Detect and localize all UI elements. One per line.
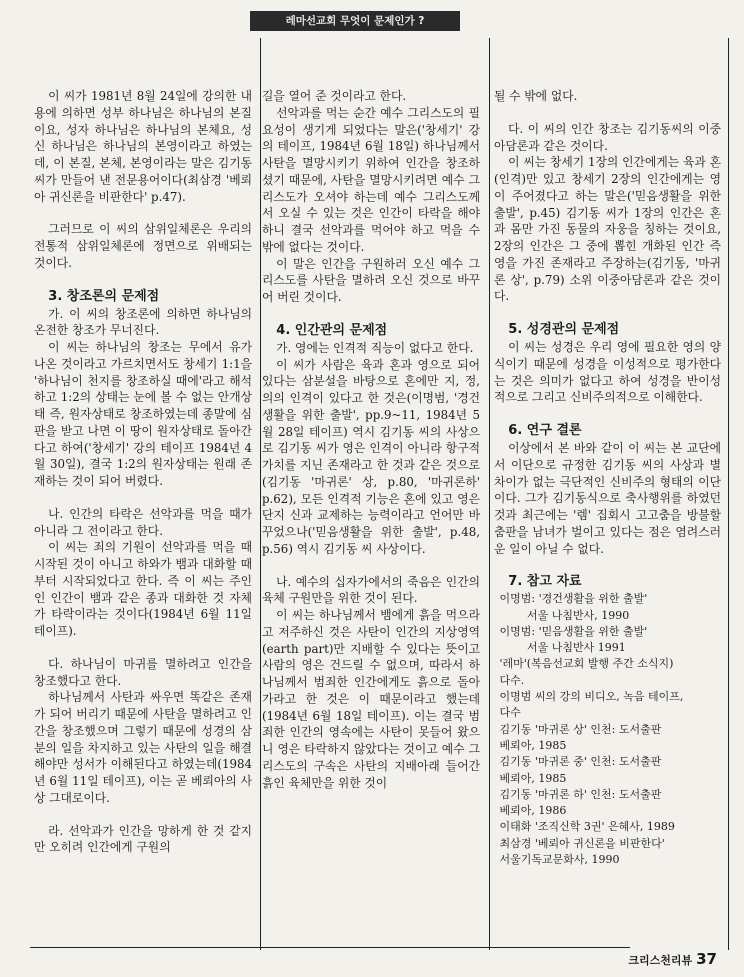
reference-line: '레마'(복음선교회 발행 주간 소식지) xyxy=(499,657,674,671)
paragraph: 이 씨는 하나님께서 뱀에게 흙을 먹으라고 저주하신 것은 사탄이 인간의 지상영역(earth part)만 지배할 수 있다는 뜻이고 사람의 영은 건드릴 수 없으며, 따라서 하나님께서 범죄한 인간에게도 흙으로 돌아가라고 한 것은 이 때문이라고 했는데(1984년 6월 18일 테이프). 이는 결국 범죄한 인간의 영속에는 사탄이 못들어 왔으니 영은 타락하지 않았다는 것이고 예수 그리스도의 구속은 사탄의 지배아래 들어간 흙인 육체만을 위한 것이 xyxy=(262,608,480,790)
subheading: 나. 인간의 타락은 선악과를 먹을 때가 아니라 그 전이라고 한다. xyxy=(34,506,252,538)
reference-line: 김기동 '마귀론 중' 인천: 도서출판 xyxy=(499,755,662,769)
magazine-name: 크리스천리뷰 xyxy=(628,954,693,967)
column-1 xyxy=(34,88,252,856)
paragraph: 이 씨는 성경은 우리 영에 필요한 영의 양식이기 때문에 성경을 이성적으로 평가한다는 것은 의미가 없다고 하여 성경을 반이성적으로 그리고 신비주의적으로 이해한다. xyxy=(494,340,721,405)
reference-line: 이명범 씨의 강의 비디오, 녹음 테이프, xyxy=(499,690,684,704)
page-footer xyxy=(628,950,717,968)
reference-line: 베뢰아, 1985 xyxy=(499,738,567,752)
column-rule-left xyxy=(260,38,261,950)
reference-line: 베뢰아, 1986 xyxy=(499,804,567,818)
paragraph: 될 수 밖에 없다. xyxy=(494,89,578,103)
reference-line: 이태화 '조직신학 3권' 은혜사, 1989 xyxy=(499,820,675,834)
paragraph: 이 씨가 사람은 육과 혼과 영으로 되어 있다는 삼분설을 바탕으로 혼에만 지, 정, 의의 인격이 있다고 한 것은(이명범, '경건생활을 위한 출발', pp.9~11, 1984년 5월 28일 테이프) 역시 김기동 씨의 사상으로 김기동 씨가 영은 인격이 아니라 항구적 가치를 지닌 존재라고 한 것과 같은 것으로(김기동 '마귀론' 상, p.80, '마귀론하' p.62), 모든 인격적 기능은 혼에 있고 영은 단지 신과 교제하는 능력이라고 언어만 바꾸었으나('믿음생활을 위한 출발', p.48, p.56) 역시 김기동 씨 사상이다. xyxy=(262,357,480,556)
reference-line: 이명범: '믿음생활을 위한 출발' xyxy=(499,624,648,638)
reference-line: 다수 xyxy=(499,706,521,720)
section-heading-references: 7. 참고 자료 xyxy=(508,574,582,590)
reference-line: 이명범: '경건생활을 위한 출발' xyxy=(499,592,648,606)
reference-line: 서울기독교문화사, 1990 xyxy=(499,853,620,866)
paragraph: 길을 열어 준 것이라고 한다. xyxy=(262,89,407,103)
page-number: 37 xyxy=(696,950,717,968)
column-2 xyxy=(262,88,480,791)
section-heading-conclusion: 6. 연구 결론 xyxy=(508,423,582,438)
reference-line: 서울 나침반사 1991 xyxy=(527,641,626,655)
column-3 xyxy=(494,88,721,868)
subheading: 가. 이 씨의 창조론에 의하면 하나님의 온전한 창조가 무너진다. xyxy=(34,306,252,338)
subheading: 가. 영에는 인격적 직능이 없다고 한다. xyxy=(276,340,474,355)
section-heading-scripture: 5. 성경관의 문제점 xyxy=(508,322,620,337)
subheading: 라. 선악과가 인간을 망하게 한 것 같지만 오히려 인간에게 구원의 xyxy=(34,823,252,855)
paragraph: 그러므로 이 씨의 삼위일체론은 우리의 전통적 삼위일체론에 정면으로 위배되는 것이다. xyxy=(34,222,252,270)
paragraph: 이상에서 본 바와 같이 이 씨는 본 교단에서 이단으로 규정한 김기동 씨의 사상과 별 차이가 없는 극단적인 신비주의 형태의 이단이다. 그가 김기동식으로 축사행위를 하였던 것과 최근에는 '렘' 집회시 고고춤을 방불할 춤판을 남녀가 벌이고 있다는 점은 염려스러운 일이 아닐 수 없다. xyxy=(494,441,721,556)
reference-line: 다수. xyxy=(499,673,525,687)
paragraph: 이 씨는 죄의 기원이 선악과를 먹을 때 시작된 것이 아니고 하와가 뱀과 대화할 때부터 시작되었다고 한다. 즉 이 씨는 주인인 인간이 뱀과 같은 종과 대화한 것 자체가 타락이라는 것이다(1984년 6월 11일 테이프). xyxy=(34,540,252,638)
section-heading-humanity: 4. 인간관의 문제점 xyxy=(276,322,388,338)
running-header: 레마선교회 무엇이 문제인가 ? xyxy=(250,11,460,31)
frame-right xyxy=(728,38,729,950)
subheading: 나. 예수의 십자가에서의 죽음은 인간의 육체 구원만을 위한 것이 된다. xyxy=(262,574,480,606)
section-heading-creation: 3. 창조론의 문제점 xyxy=(48,288,160,304)
reference-line: 김기동 '마귀론 상' 인천: 도서출판 xyxy=(499,722,662,736)
paragraph: 하나님께서 사탄과 싸우면 똑같은 존재가 되어 버리기 때문에 사탄을 멸하려고 인간을 창조했으며 그렇기 때문에 성경의 삼분의 일을 차지하고 있는 사탄의 일을 해결해야만 성서가 이해된다고 하였는데(1984년 6월 11일 테이프), 이는 곧 베뢰아의 사상 그대로이다. xyxy=(34,690,252,805)
reference-line: 최삼경 '베뢰아 귀신론을 비판한다' xyxy=(499,836,665,850)
column-rule-right xyxy=(489,38,490,950)
subheading: 다. 하나님이 마귀를 멸하려고 인간을 창조했다고 한다. xyxy=(34,656,252,688)
subheading: 다. 이 씨의 인간 창조는 김기동씨의 이중아담론과 같은 것이다. xyxy=(494,121,721,153)
paragraph: 선악과를 먹는 순간 예수 그리스도의 필요성이 생기게 되었다는 말은('창세기' 강의 테이프, 1984년 6월 18일) 하나님께서 사탄을 멸망시키기 위하여 인간을 창조하셨기 때문에, 사탄을 멸망시키려면 예수 그리스도가 오셔야 하는데 예수 그리스도께서 오실 수 있는 것은 인간이 타락을 해야하니 결국 선악과를 먹어야 하고 먹을 수 밖에 없다는 것이다. xyxy=(262,105,480,254)
reference-line: 김기동 '마귀론 하' 인천: 도서출판 xyxy=(499,787,662,801)
paragraph: 이 씨가 1981년 8월 24일에 강의한 내용에 의하면 성부 하나님은 하나님의 본질이요, 성자 하나님은 하나님의 본체요, 성신 하나님은 하나님의 본영이라고 하였는데, 이 본질, 본체, 본영이라는 말은 김기동 씨가 만들어 낸 전문용어이다(최삼경 '베뢰아 귀신론을 비판한다' p.47). xyxy=(34,89,252,204)
reference-line: 서울 나침반사, 1990 xyxy=(527,608,630,622)
paragraph: 이 씨는 하나님의 창조는 무에서 유가 나온 것이라고 가르치면서도 창세기 1:1을 '하나님이 천지를 창조하실 때에'라고 해석하고 1:2의 상태는 눈에 볼 수 없는 안개상태 즉, 원자상태로 창조하였는데 종말에 심판을 받고 나면 이 땅이 원자상태로 돌아간다고 하여('창세기' 강의 테이프 1984년 4월 30일), 결국 1:2의 원자상태는 원래 존재하는 것이 되어 버렸다. xyxy=(34,340,252,488)
reference-line: 베뢰아, 1985 xyxy=(499,771,567,785)
paragraph: 이 씨는 창세기 1장의 인간에게는 육과 혼(인격)만 있고 창세기 2장의 인간에게는 영이 주어졌다고 하는 말은('믿음생활을 위한 출발', p.45) 김기동 씨가 1장의 인간은 혼과 몸만 가진 동물의 자웅을 칭하는 것이요, 2장의 인간은 그 중에 뽑힌 개화된 인간 즉 영을 가진 존재라고 주장하는(김기동, '마귀론 상', p.79) 소위 이중아담론과 같은 것이다. xyxy=(494,155,721,304)
paragraph: 이 말은 인간을 구원하러 오신 예수 그리스도를 사탄을 멸하려 오신 것으로 바꾸어 버린 것이다. xyxy=(262,256,480,304)
bottom-rule xyxy=(30,947,630,948)
